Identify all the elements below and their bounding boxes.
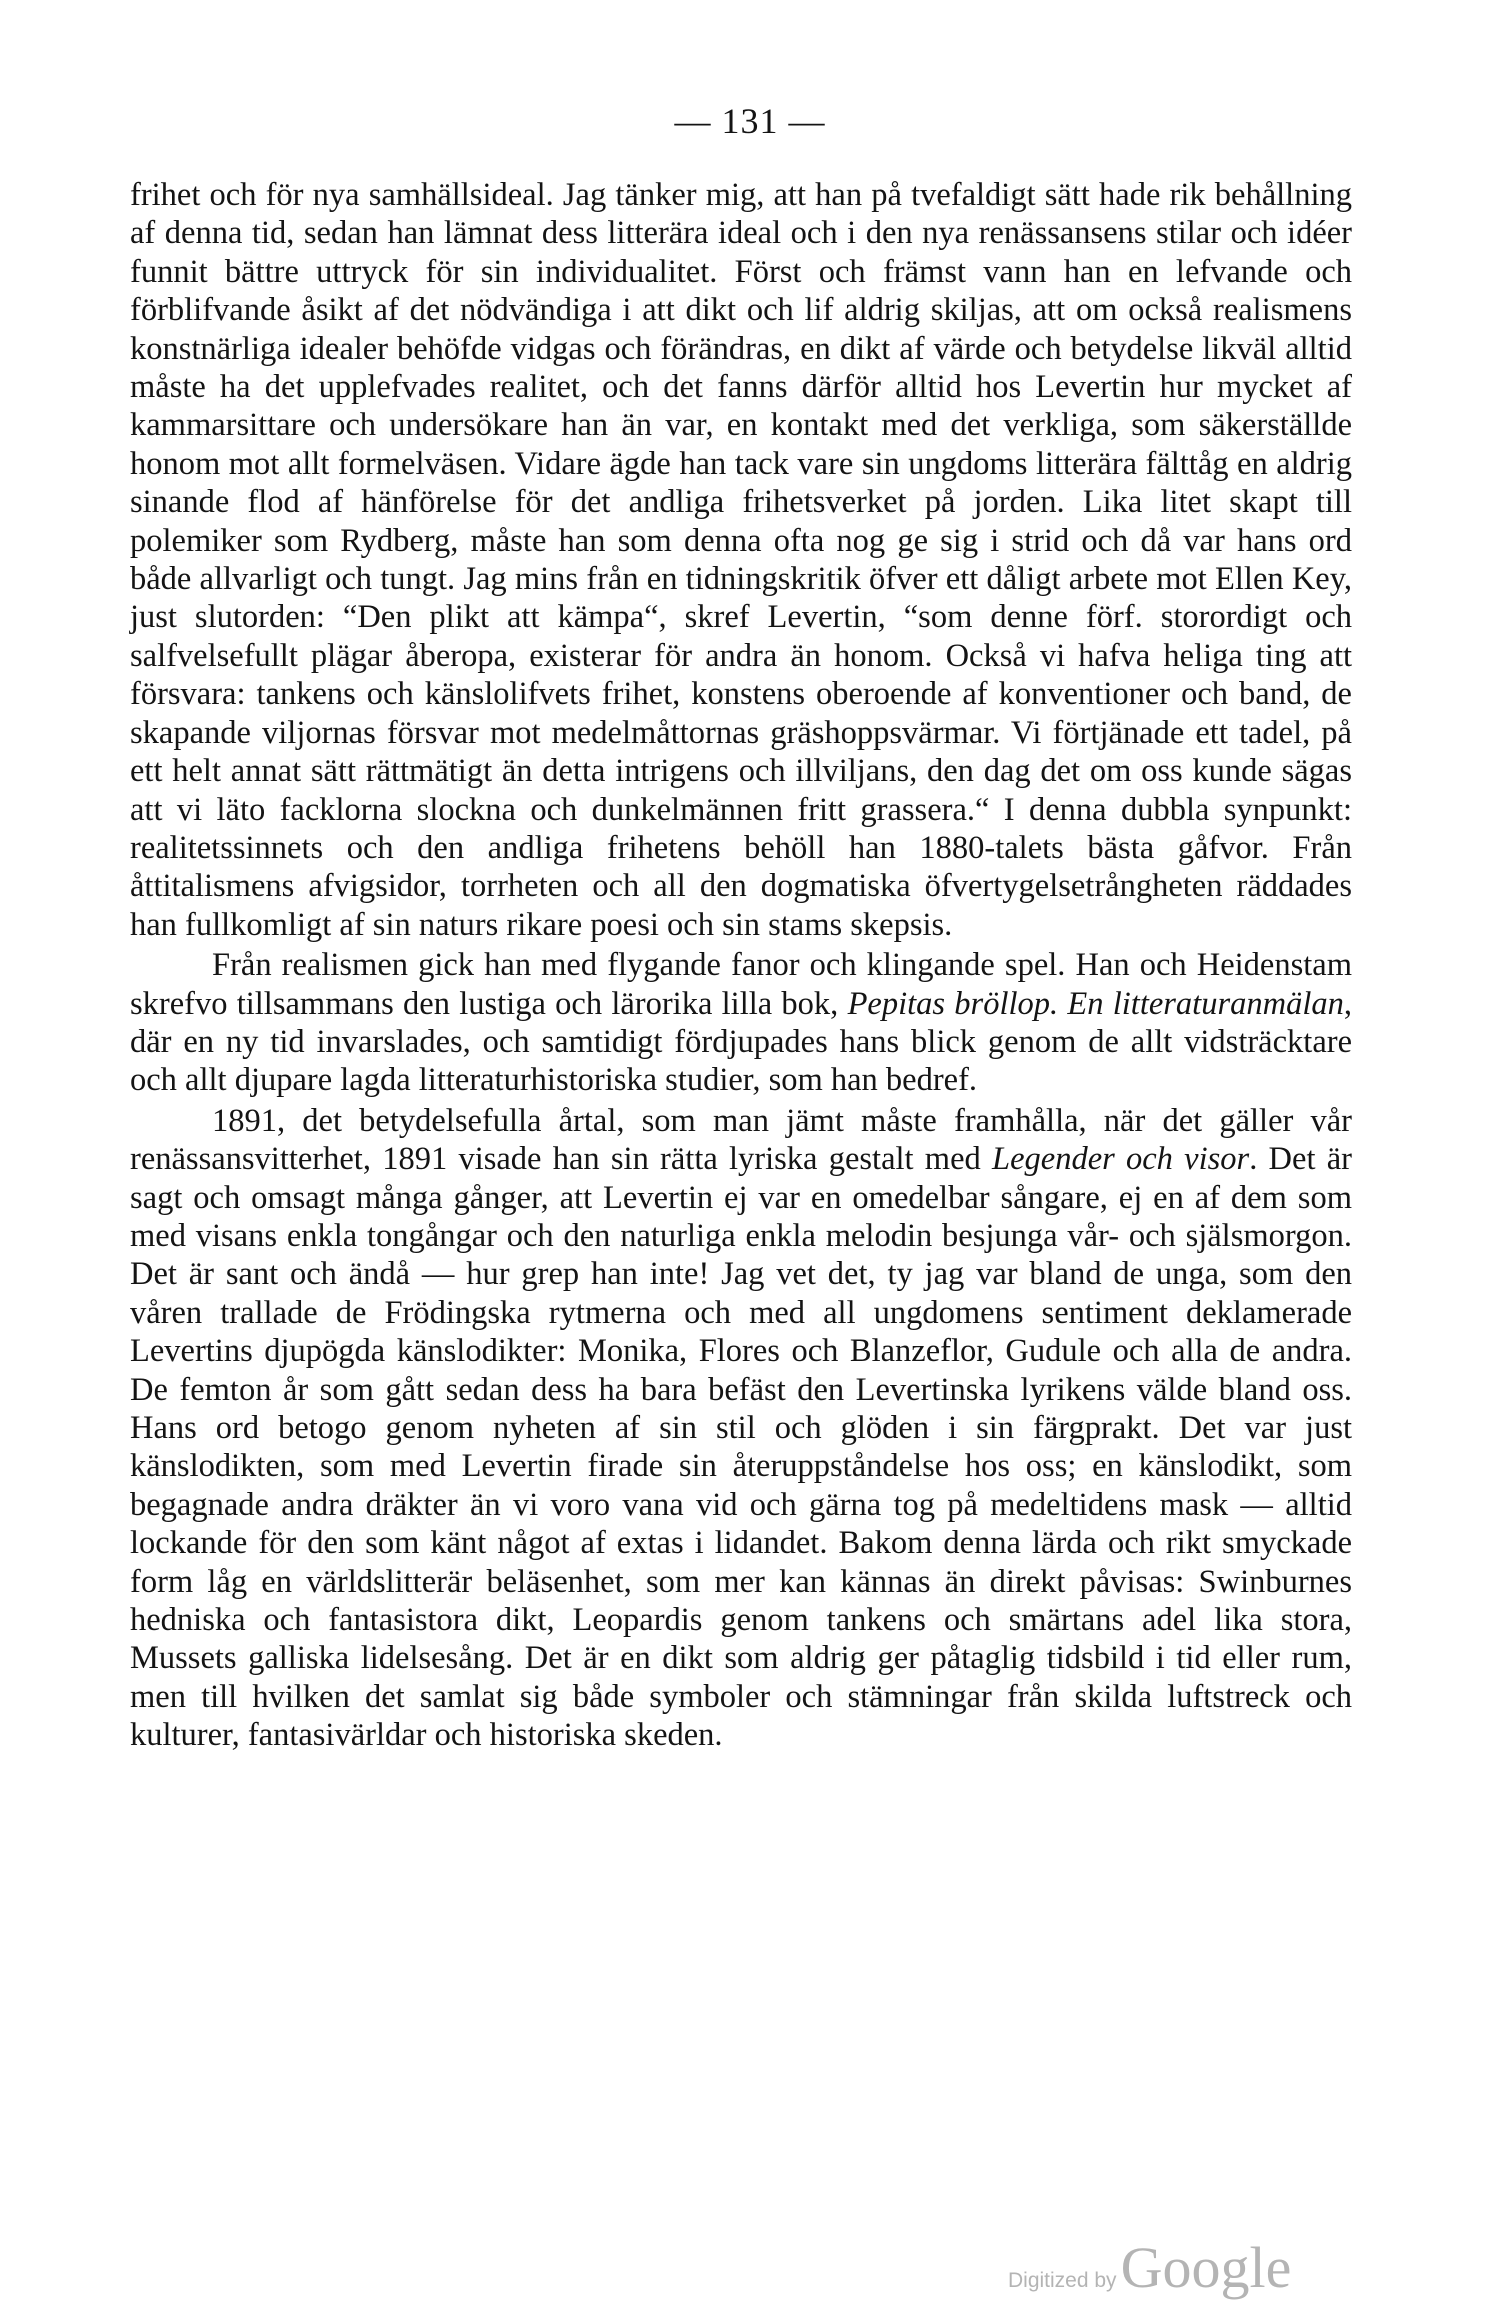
book-title-pepitas-brollop: Pepitas bröllop. En litteraturanmälan — [847, 985, 1344, 1022]
body-text — [130, 176, 1352, 1755]
page-number: — 131 — — [674, 101, 826, 141]
watermark-prefix: Digitized by — [1008, 2269, 1117, 2292]
paragraph-2-text-b: , där en ny tid invarslades, och samtidigt fördjupades hans blick genom de allt vidsträcktare och allt djupare lagda litteraturhistoriska studier, som han bedref. — [130, 985, 1352, 1099]
paragraph-3-text-a: 1891, det betydelsefulla årtal, som man jämt måste framhålla, när det gäller vår renässansvitterhet, 1891 visade han sin rätta lyriska gestalt med — [130, 1102, 1352, 1178]
paragraph-2-text-a: Från realismen gick han med flygande fanor och klingande spel. Han och Heidenstam skrefvo tillsammans den lustiga och lärorika lilla bok, — [130, 947, 1352, 1022]
google-logo: Google — [1120, 2235, 1292, 2300]
paragraph-2 — [130, 946, 1352, 1100]
paragraph-3 — [130, 1102, 1352, 1755]
paragraph-1-text: frihet och för nya samhällsideal. Jag tänker mig, att han på tvefaldigt sätt hade rik behållning af denna tid, sedan han lämnat dess litterära ideal och i den nya renässansens stilar och idéer funnit bättre uttryck för sin individualitet. Först och främst vann han en lefvande och förblifvande åsikt af det nödvändiga i att dikt och lif aldrig skiljas, att om också realismens konstnärliga idealer behöfde vidgas och förändras, en dikt af värde och betydelse likväl alltid måste ha det upplefvades realitet, och det fanns därför alltid hos Levertin hur mycket af kammarsittare och undersökare han än var, en kontakt med det verkliga, som säkerställde honom mot allt formelväsen. Vidare ägde han tack vare sin ungdoms litterära fälttåg en aldrig sinande flod af hänförelse för det andliga frihetsverket på jorden. Lika litet skapt till polemiker som Rydberg, måste han som denna ofta nog ge sig i strid och då var hans ord både allvarligt och tungt. Jag mins från en tidningskritik öfver ett dåligt arbete mot Ellen Key, just slutorden: “Den plikt att kämpa“, skref Levertin, “som denne förf. storordigt och salfvelsefullt plägar åberopa, existerar för andra än honom. Också vi hafva heliga ting att försvara: tankens och känslolifvets frihet, konstens oberoende af konventioner och band, de skapande viljornas försvar mot medelmåttornas gräshoppsvärmar. Vi förtjänade ett tadel, på ett helt annat sätt rättmätigt än detta intrigens och illviljans, den dag det om oss kunde sägas att vi läto facklorna slockna och dunkelmännen fritt grassera.“ I denna dubbla synpunkt: realitetssinnets och den andliga frihetens behöll han 1880-talets bästa gåfvor. Från åttitalismens afvigsidor, torrheten och all den dogmatiska öfvertygelsetrångheten räddades han fullkomligt af sin naturs rikare poesi och sin stams skepsis. — [130, 177, 1352, 943]
paragraph-1 — [130, 176, 1352, 944]
book-title-legender-och-visor: Legender och visor — [992, 1141, 1250, 1178]
paragraph-3-text-b: . Det är sagt och omsagt många gånger, att Levertin ej var en omedelbar sångare, ej en af dem som med visans enkla tongångar och den naturliga enkla melodin besjunga vår- och själsmorgon. Det är sant och ändå — hur grep han inte! Jag vet det, ty jag var bland de unga, som den våren trallade de Frödingska rytmerna och med all ungdomens sentiment deklamerade Levertins djupögda känslodikter: Monika, Flores och Blanzeflor, Gudule och alla de andra. De femton år som gått sedan dess ha bara befäst den Levertinska lyrikens välde bland oss. Hans ord betogo genom nyheten af sin stil och glöden i sin färgprakt. Det var just känslodikten, som med Levertin firade sin återuppståndelse hos oss; en känslodikt, som begagnade andra dräkter än vi voro vana vid och gärna tog på medeltidens mask — alltid lockande för den som känt något af extas i lidandet. Bakom denna lärda och rikt smyckade form låg en världslitterär beläsenhet, som mer kan kännas än direkt påvisas: Swinburnes hedniska och fantasistora dikt, Leopardis genom tankens och smärtans adel lika stora, Mussets galliska lidelsesång. Det är en dikt som aldrig ger påtaglig tidsbild i tid eller rum, men till hvilken det samlat sig både symboler och stämningar från skilda luftstreck och kulturer, fantasivärldar och historiska skeden. — [130, 1141, 1352, 1754]
digitized-by-google-watermark — [1008, 2235, 1292, 2300]
